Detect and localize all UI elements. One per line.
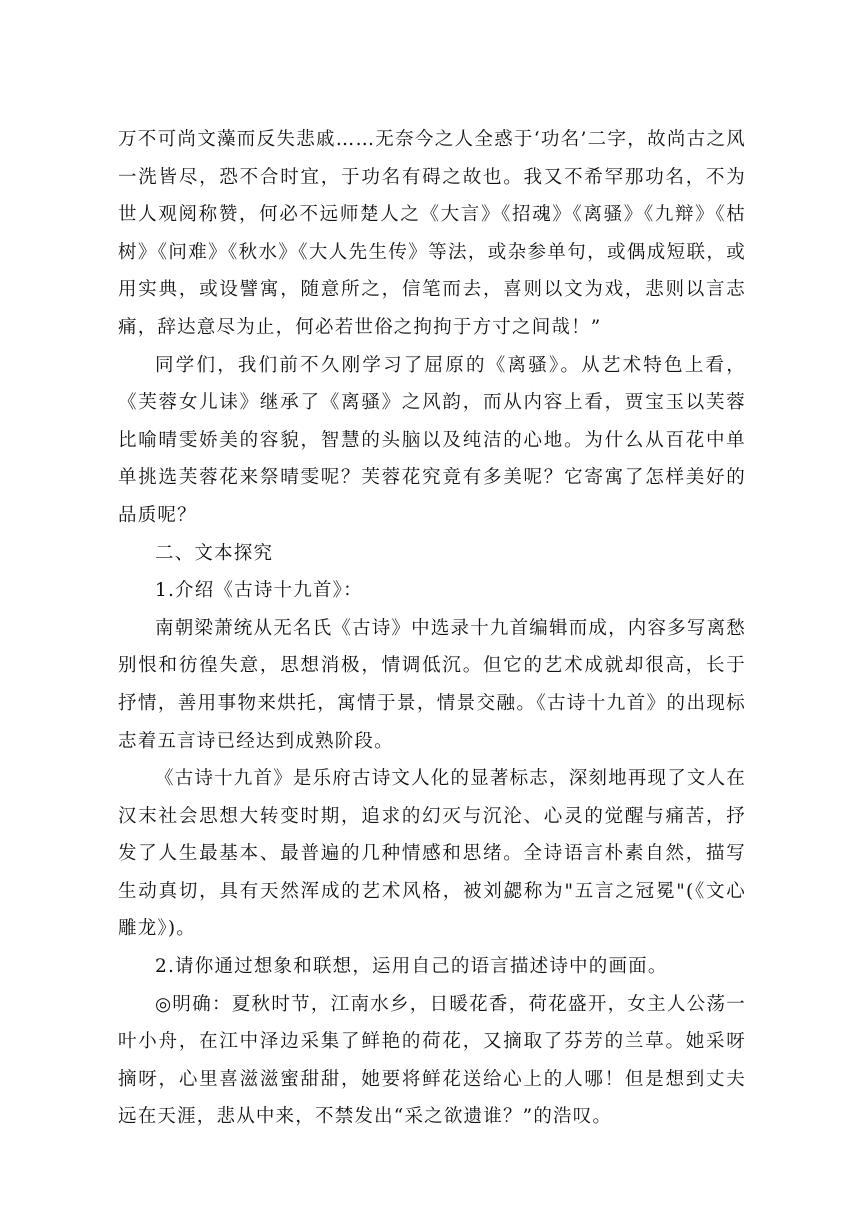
question-describe-scene: 2.请你通过想象和联想，运用自己的语言描述诗中的画面。 bbox=[155, 956, 668, 978]
paragraph-lisao-intro: 同学们，我们前不久刚学习了屈原的《离骚》。从艺术特色上看，《芙蓉女儿诔》继承了《离骚》之风韵，而从内容上看，贾宝玉以芙蓉比喻晴雯娇美的容貌，智慧的头脑以及纯洁的心地。为什么从百花中单单挑选芙蓉花来祭晴雯呢？芙蓉花究竟有多美呢？它寄寓了怎样美好的品质呢？ bbox=[118, 354, 746, 526]
document-body bbox=[118, 121, 746, 1136]
paragraph-continuation: 万不可尚文藻而反失悲戚……无奈今之人全惑于‘功名’二字，故尚古之风一洗皆尽，恐不合时宜，于功名有碍之故也。我又不希罕那功名，不为世人观阅称赞，何必不远师楚人之《大言》《招魂》《离骚》《九辩》《枯树》《问难》《秋水》《大人先生传》等法，或杂参单句，或偶成短联，或用实典，或设譬寓，随意所之，信笔而去，喜则以文为戏，悲则以言志痛，辞达意尽为止，何必若世俗之拘拘于方寸之间哉！” bbox=[118, 129, 746, 338]
paragraph-xiao-tong: 南朝梁萧统从无名氏《古诗》中选录十九首编辑而成，内容多写离愁别恨和彷徨失意，思想消极，情调低沉。但它的艺术成就却很高，长于抒情，善用事物来烘托，寓情于景，情景交融。《古诗十九首》的出现标志着五言诗已经达到成熟阶段。 bbox=[118, 617, 747, 752]
paragraph-answer: ◎明确：夏秋时节，江南水乡，日暖花香，荷花盛开，女主人公荡一叶小舟，在江中泽边采集了鲜艳的荷花，又摘取了芬芳的兰草。她采呀摘呀，心里喜滋滋蜜甜甜，她要将鲜花送给心上的人哪！但是想到丈夫远在天涯，悲从中来，不禁发出“采之欲遗谁？”的浩叹。 bbox=[118, 993, 746, 1128]
subheading-intro-nineteen-poems: 1.介绍《古诗十九首》： bbox=[155, 580, 363, 602]
section-heading-text-inquiry: 二、文本探究 bbox=[155, 542, 274, 564]
paragraph-nineteen-poems-significance: 《古诗十九首》是乐府古诗文人化的显著标志，深刻地再现了文人在汉末社会思想大转变时期，追求的幻灭与沉沦、心灵的觉醒与痛苦，抒发了人生最基本、最普遍的几种情感和思绪。全诗语言朴素自然，描写生动真切，具有天然浑成的艺术风格，被刘勰称为"五言之冠冕"(《文心雕龙》)。 bbox=[118, 768, 747, 940]
